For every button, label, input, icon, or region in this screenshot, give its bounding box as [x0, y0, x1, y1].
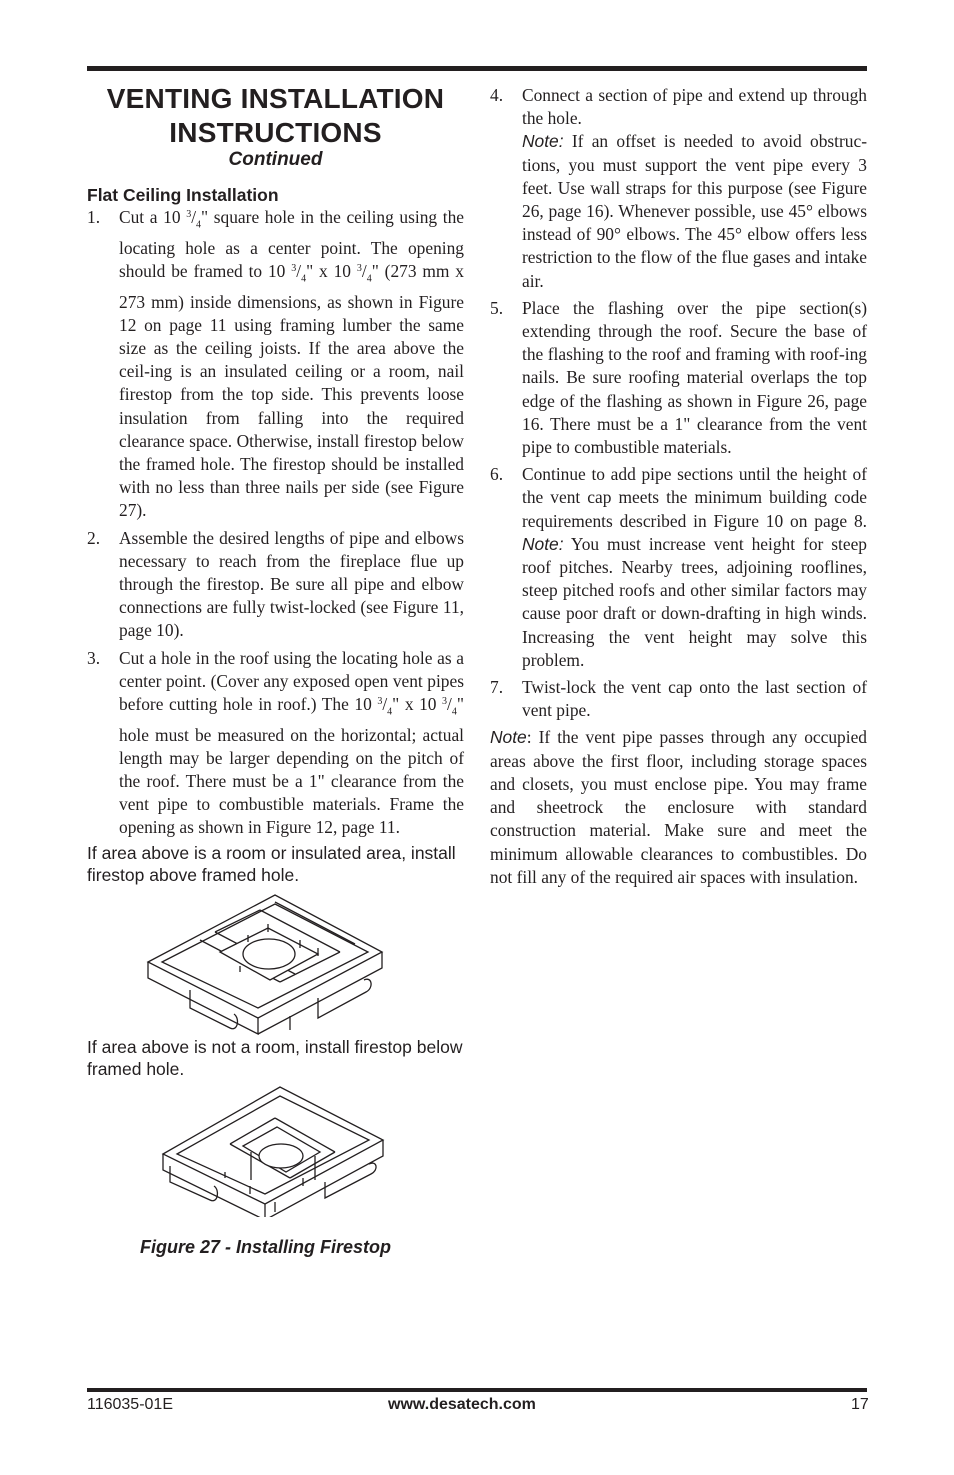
- left-step-2: [87, 527, 464, 643]
- right-step-3: [490, 463, 867, 672]
- note-label: Note: [490, 727, 527, 748]
- right-step-1: [490, 84, 867, 293]
- top-rule: [87, 66, 867, 71]
- document-number: 116035-01E: [87, 1396, 173, 1413]
- step-text: Connect a section of pipe and extend up through the hole. Note: If an offset is needed to avoid obstruc-tions, you must support the vent pipe every 3 feet. Use wall straps for this purpose (see Figure 26, page 16). Whenever possible, use 45° elbows instead of 90° elbows. The 45° elbow offers less restriction to the flow of the flue gases and intake air.: [522, 85, 867, 291]
- title-line-1: VENTING INSTALLATION: [106, 83, 445, 114]
- step-text: Cut a 10 $^3/_4$" square hole in the ceiling using the locating hole as a center point. The opening should be framed to 10 $^3/_4$" x 10 $^3/_4$" (273 mm x 273 mm) inside dimensions, as shown in Figure 12 on page 11 using framing lumber the same size as the ceiling joists. If the area above the ceil-ing is an insulated ceiling or a room, nail firestop from the top side. This prevents loose insulation from falling into the required clearance space. Otherwise, install firestop below the framed hole. The firestop should be installed with no less than three nails per side (see Figure 27).: [119, 207, 465, 521]
- right-column: [490, 84, 867, 889]
- step-number: 5.: [490, 297, 504, 318]
- left-column: [87, 82, 464, 844]
- step-text: Cut a hole in the roof using the locating hole as a center point. (Cover any exposed open vent pipes before cutting hole in roof.) The 10 $^3/_4$" x 10 $^3/_4$" hole must be measured on the horizontal; actual length may be larger depending on the pitch of the roof. There must be a 1" clearance from the vent pipe to combustible materials. Frame the opening as shown in Figure 12, page 11.: [119, 647, 464, 838]
- firestop-above-caption: If area above is a room or insulated area, install firestop above framed hole.: [87, 843, 456, 885]
- subsection-heading: Flat Ceiling Installation: [87, 185, 279, 205]
- step-text: Assemble the desired lengths of pipe and elbows necessary to reach from the fireplace flue up through the firestop. Be sure all pipe and elbow connections are fully twist-locked (see Figure 11, page 10).: [119, 527, 464, 641]
- note-text: : If the vent pipe passes through any occupied areas above the first floor, including storage spaces and closets, you must enclose pipe. You may frame and sheetrock the enclosure with standard construction material. Make sure and meet the minimum allowable clearances to combustibles. Do not fill any of the required air spaces with insulation.: [490, 727, 867, 887]
- left-step-1: [87, 206, 464, 523]
- step-number: 4.: [490, 85, 504, 105]
- continued-label: Continued: [228, 149, 323, 170]
- title-line-2: INSTRUCTIONS: [169, 117, 382, 148]
- step-number: 2.: [87, 527, 101, 548]
- bottom-rule: [87, 1388, 867, 1392]
- right-step-4: [490, 676, 867, 722]
- website-link[interactable]: www.desatech.com: [388, 1396, 536, 1413]
- step-text: Twist-lock the vent cap onto the last section of vent pipe.: [522, 677, 867, 721]
- firestop-below-illustration: [155, 1082, 390, 1217]
- step-text: Continue to add pipe sections until the height of the vent cap meets the minimum building code requirements described in Figure 10 on page 8. Note: You must increase vent height for steep roof pitches. Nearby trees, adjoining rooflines, steep pitched roofs and other similar factors may cause poor draft or down-drafting in high winds. Increasing the vent height may solve this problem.: [522, 464, 867, 670]
- step-number: 7.: [490, 677, 504, 698]
- left-step-3: [87, 647, 464, 840]
- step-number: 6.: [490, 464, 504, 485]
- firestop-below-caption: If area above is not a room, install firestop below framed hole.: [87, 1037, 463, 1079]
- step-number: 1.: [87, 207, 101, 227]
- figure-caption: Figure 27 - Installing Firestop: [140, 1237, 392, 1257]
- page-number: 17: [851, 1396, 869, 1413]
- section-title: [87, 82, 464, 150]
- step-number: 3.: [87, 647, 101, 668]
- right-step-list: [490, 84, 867, 722]
- right-step-2: [490, 297, 867, 459]
- step-text: Place the flashing over the pipe section(s) extending through the roof. Secure the base of the flashing to the roof and framing with roof-ing nails. Be sure roofing material overlaps the top edge of the flashing as shown in Figure 26, page 16. There must be a 1" clearance from the vent pipe to combustible materials.: [522, 297, 867, 458]
- left-step-list: [87, 206, 464, 840]
- occupied-area-note: [490, 726, 867, 888]
- firestop-above-illustration: [140, 890, 390, 1035]
